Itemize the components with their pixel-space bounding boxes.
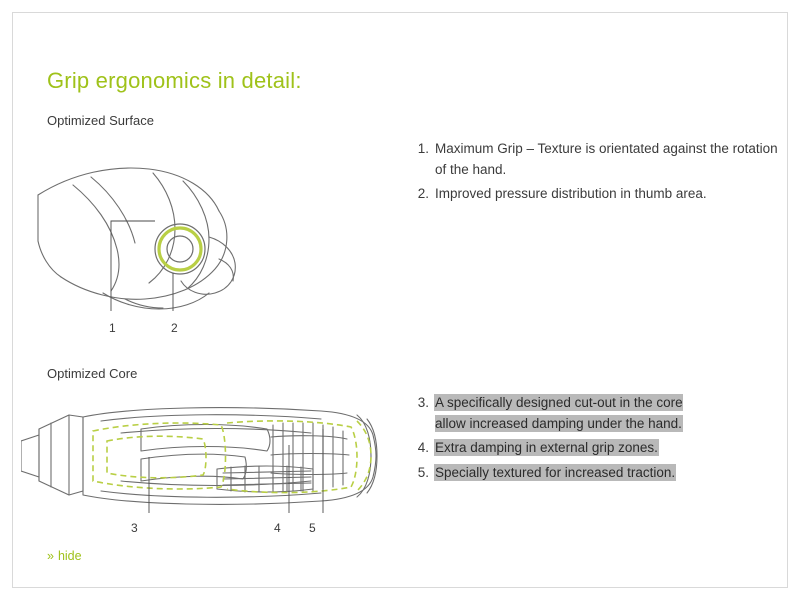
list-item-number: 2. — [417, 186, 429, 202]
list-optimized-core — [409, 393, 709, 487]
list-item-text: Improved pressure distribution in thumb area. — [435, 186, 707, 202]
list-item — [409, 393, 709, 434]
callout-2: 2 — [171, 321, 178, 335]
section-label-optimized-surface: Optimized Surface — [47, 113, 154, 128]
list-item-text: Maximum Grip – Texture is orientated against the rotation of the hand. — [435, 141, 778, 177]
list-item-number: 3. — [417, 395, 429, 410]
list-item — [409, 184, 779, 205]
hide-link[interactable] — [47, 549, 82, 563]
list-item-number: 4. — [417, 440, 429, 456]
list-item-number: 1. — [417, 141, 429, 156]
callout-5: 5 — [309, 521, 316, 535]
list-item-text: Extra damping in external grip zones. — [435, 440, 658, 456]
content-frame — [12, 12, 788, 588]
list-item-text: A specifically designed cut-out in the core allow increased damping under the hand. — [435, 395, 683, 431]
list-item-text: Specially textured for increased traction. — [435, 464, 676, 480]
callout-3: 3 — [131, 521, 138, 535]
section-label-optimized-core: Optimized Core — [47, 366, 138, 381]
list-item-number: 5. — [417, 464, 429, 480]
callout-1: 1 — [109, 321, 116, 335]
hand-cross-section-illustration — [33, 133, 383, 343]
list-item — [409, 463, 709, 484]
grip-core-cutaway-illustration — [21, 385, 401, 535]
list-optimized-surface — [409, 139, 779, 209]
page-title: Grip ergonomics in detail: — [47, 67, 302, 93]
list-item — [409, 139, 779, 180]
list-item — [409, 438, 709, 459]
double-chevron-right-icon: » — [47, 549, 54, 563]
hide-link-label: hide — [57, 549, 82, 563]
callout-4: 4 — [274, 521, 281, 535]
